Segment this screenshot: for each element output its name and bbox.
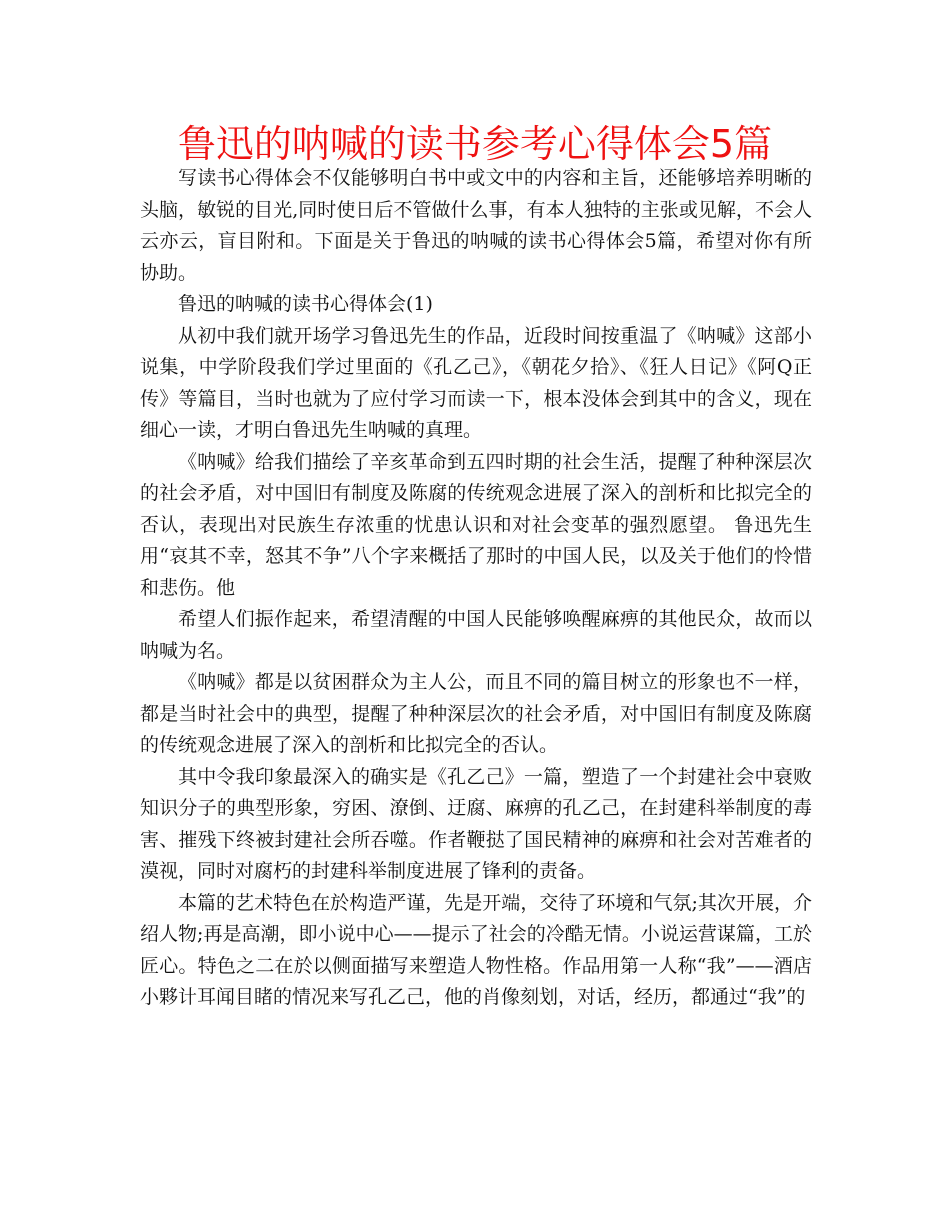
body-paragraph: 《呐喊》都是以贫困群众为主人公，而且不同的篇目树立的形象也不一样，都是当时社会中的典型，提醒了种种深层次的社会矛盾，对中国旧有制度及陈腐的传统观念进展了深入的剖析和比拟完全的否认。 <box>140 671 812 756</box>
document-body <box>140 163 812 1014</box>
body-paragraph: 本篇的艺术特色在於构造严谨，先是开端，交待了环境和气氛;其次开展，介绍人物;再是高潮，即小说中心——提示了社会的冷酷无情。小说运营谋篇，工於匠心。特色之二在於以侧面描写来塑造人物性格。作品用第一人称“我”——酒店小夥计耳闻目睹的情况来写孔乙己，他的肖像刻划，对话，经历，都通过“我”的 <box>140 891 812 1008</box>
section-heading: 鲁迅的呐喊的读书心得体会(1) <box>178 293 433 315</box>
body-paragraph: 希望人们振作起来，希望清醒的中国人民能够唤醒麻痹的其他民众，故而以呐喊为名。 <box>140 608 812 662</box>
body-paragraph: 其中令我印象最深入的确实是《孔乙己》一篇，塑造了一个封建社会中衰败知识分子的典型形象，穷困、潦倒、迂腐、麻痹的孔乙己，在封建科举制度的毒害、摧残下终被封建社会所吞噬。作者鞭挞了国民精神的麻痹和社会对苦难者的漠视，同时对腐朽的封建科举制度进展了锋利的责备。 <box>140 765 812 882</box>
body-paragraph: 从初中我们就开场学习鲁迅先生的作品，近段时间按重温了《呐喊》这部小说集，中学阶段我们学过里面的《孔乙己》，《朝花夕拾》、《狂人日记》《阿Q正传》等篇目，当时也就为了应付学习而读一下，根本没体会到其中的含义，现在细心一读，才明白鲁迅先生呐喊的真理。 <box>140 324 812 441</box>
intro-paragraph: 写读书心得体会不仅能够明白书中或文中的内容和主旨，还能够培养明晰的头脑，敏锐的目光,同时使日后不管做什么事，有本人独特的主张或见解，不会人云亦云，盲目附和。下面是关于鲁迅的呐喊的读书心得体会5篇，希望对你有所协助。 <box>140 167 812 284</box>
document-title: 鲁迅的呐喊的读书参考心得体会5篇 <box>177 122 773 166</box>
body-paragraph: 《呐喊》给我们描绘了辛亥革命到五四时期的社会生活，提醒了种种深层次的社会矛盾，对中国旧有制度及陈腐的传统观念进展了深入的剖析和比拟完全的否认，表现出对民族生存浓重的忧患认识和对社会变革的强烈愿望。 鲁迅先生用“哀其不幸，怒其不争”八个字来概括了那时的中国人民，以及关于他们的怜惜和悲伤。他 <box>140 450 812 599</box>
